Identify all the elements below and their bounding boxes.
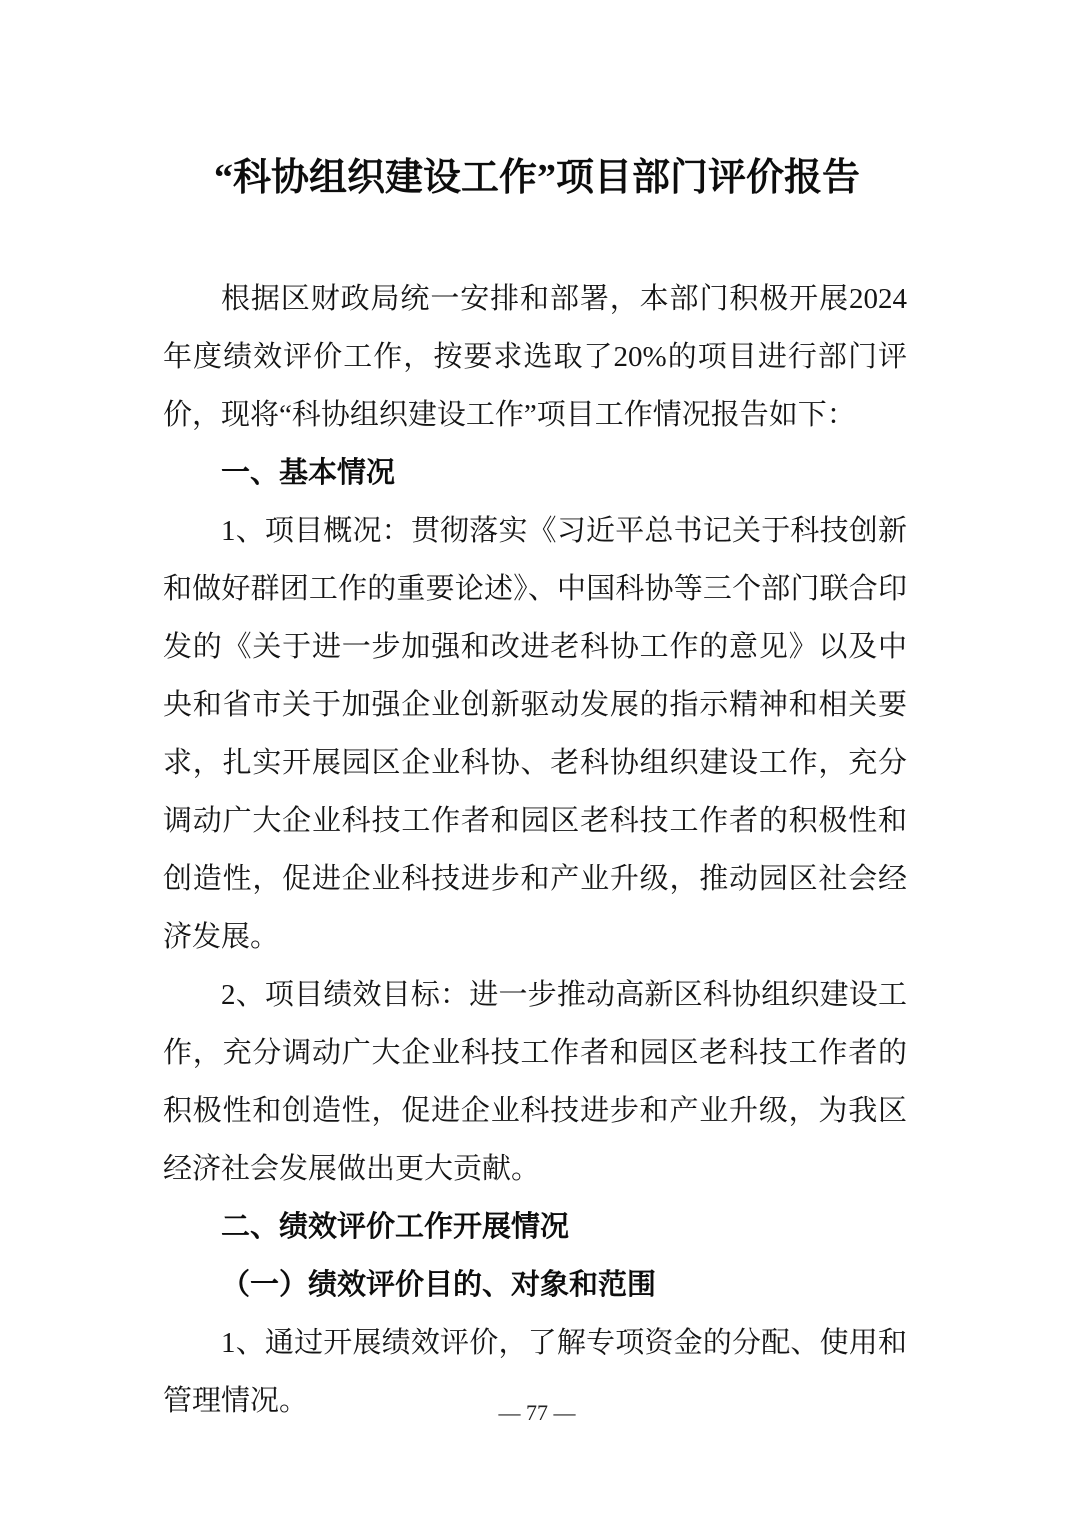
body-paragraph: 根据区财政局统一安排和部署，本部门积极开展2024年度绩效评价工作，按要求选取了20%的项目进行部门评价，现将“科协组织建设工作”项目工作情况报告如下： <box>163 283 907 431</box>
section-heading: （一）绩效评价目的、对象和范围 <box>221 1269 657 1301</box>
document-title: “科协组织建设工作”项目部门评价报告 <box>213 157 860 199</box>
document-body <box>163 270 907 1430</box>
page-footer <box>0 1398 1074 1428</box>
body-paragraph: 1、通过开展绩效评价，了解专项资金的分配、使用和管理情况。 <box>163 1327 907 1417</box>
body-paragraph: 2、项目绩效目标：进一步推动高新区科协组织建设工作，充分调动广大企业科技工作者和园区老科技工作者的积极性和创造性，促进企业科技进步和产业升级，为我区经济社会发展做出更大贡献。 <box>163 979 907 1185</box>
section-heading: 二、绩效评价工作开展情况 <box>221 1211 570 1243</box>
page-number: — 77 — <box>498 1400 576 1425</box>
section-heading: 一、基本情况 <box>221 457 396 489</box>
body-paragraph: 1、项目概况：贯彻落实《习近平总书记关于科技创新和做好群团工作的重要论述》、中国科协等三个部门联合印发的《关于进一步加强和改进老科协工作的意见》以及中央和省市关于加强企业创新驱动发展的指示精神和相关要求，扎实开展园区企业科协、老科协组织建设工作，充分调动广大企业科技工作者和园区老科技工作者的积极性和创造性，促进企业科技进步和产业升级，推动园区社会经济发展。 <box>163 515 907 953</box>
